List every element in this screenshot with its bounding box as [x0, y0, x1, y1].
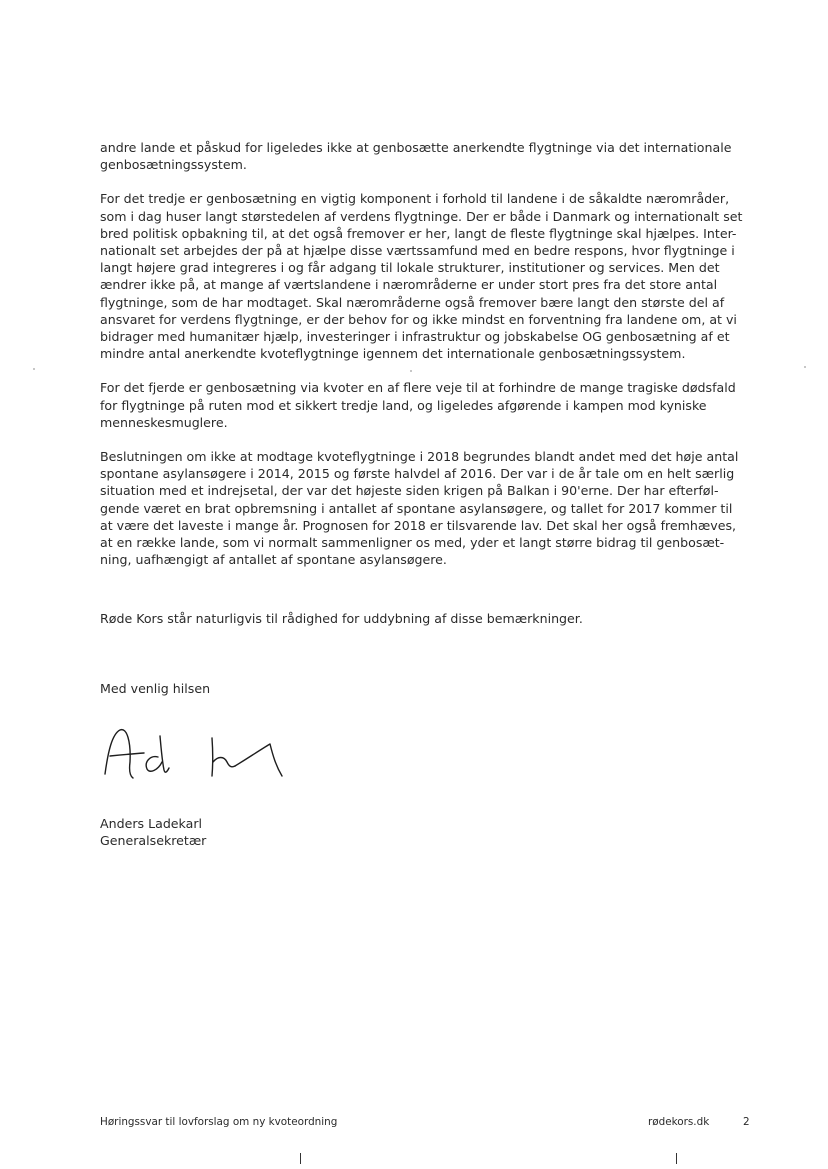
footer-document-title: Høringssvar til lovforslag om ny kvoteordning: [100, 1116, 338, 1128]
text-line: gende været en brat opbremsning i antallet af spontane asylansøgere, og tallet for 2017 kommer til: [100, 500, 733, 516]
paragraph-3: [100, 379, 740, 431]
text-line: ansvaret for verdens flygtninge, er der behov for og ikke mindst en forventning fra landene om, at vi: [100, 311, 737, 327]
text-line: menneskesmuglere.: [100, 414, 228, 430]
signer-name: Anders Ladekarl: [100, 816, 203, 831]
letter-body: [100, 139, 743, 585]
closing-remark: Røde Kors står naturligvis til rådighed for uddybning af disse bemærkninger.: [100, 611, 583, 626]
text-line: at være det laveste i mange år. Prognosen for 2018 er tilsvarende lav. Det skal her også fremhæves,: [100, 517, 737, 533]
scan-speck: [410, 370, 412, 372]
greeting: Med venlig hilsen: [100, 681, 211, 696]
page-number: 2: [743, 1116, 750, 1128]
text-line: ning, uafhængigt af antallet af spontane asylansøgere.: [100, 552, 447, 568]
text-line: situation med et indrejsetal, der var det højeste siden krigen på Balkan i 90'erne. Der har efterføl-: [100, 483, 719, 499]
signer-block: [100, 815, 206, 849]
text-line: flygtninge, som de har modtaget. Skal nærområderne også fremover bære langt den største del af: [100, 294, 725, 310]
text-line: ændrer ikke på, at mange af værtslandene i nærområderne er under stort pres fra det store antal: [100, 277, 718, 293]
text-line: For det tredje er genbosætning en vigtig komponent i forhold til landene i de såkaldte nærområder,: [100, 191, 730, 207]
paragraph-2: [100, 190, 743, 362]
scan-tick-mark: [300, 1153, 301, 1164]
paragraph-4: [100, 448, 740, 568]
scan-speck: [33, 368, 35, 370]
text-line: langt højere grad integreres i og får adgang til lokale strukturer, institutioner og services. Men det: [100, 260, 720, 276]
text-line: bred politisk opbakning til, at det også fremover er her, langt de fleste flygtninge skal hjælpes. Inter-: [100, 225, 737, 241]
text-line: genbosætningssystem.: [100, 157, 247, 173]
text-line: bidrager med humanitær hjælp, investeringer i infrastruktur og jobskabelse OG genbosætning af et: [100, 329, 730, 345]
text-line: andre lande et påskud for ligeledes ikke at genbosætte anerkendte flygtninge via det internationale: [100, 140, 732, 155]
text-line: som i dag huser langt størstedelen af verdens flygtninge. Der er både i Danmark og internationalt set: [100, 208, 743, 224]
text-line: nationalt set arbejdes der på at hjælpe disse værtssamfund med en bedre respons, hvor flygtninge i: [100, 243, 735, 259]
handwritten-signature: [100, 722, 300, 784]
text-line: Beslutningen om ikke at modtage kvoteflygtninge i 2018 begrundes blandt andet med det høje antal: [100, 449, 739, 465]
text-line: for flygtninge på ruten mod et sikkert tredje land, og ligeledes afgørende i kampen mod kyniske: [100, 397, 707, 413]
paragraph-1: [100, 139, 740, 173]
footer-website: rødekors.dk: [648, 1116, 710, 1128]
text-line: at en række lande, som vi normalt sammenligner os med, yder et langt større bidrag til genbosæt-: [100, 535, 725, 551]
text-line: For det fjerde er genbosætning via kvoter en af flere veje til at forhindre de mange tragiske dødsfald: [100, 380, 736, 396]
scan-speck: [804, 366, 806, 368]
scan-tick-mark: [676, 1153, 677, 1164]
signer-title: Generalsekretær: [100, 833, 207, 848]
text-line: mindre antal anerkendte kvoteflygtninge igennem det internationale genbosætningssystem.: [100, 346, 686, 362]
text-line: spontane asylansøgere i 2014, 2015 og første halvdel af 2016. Der var i de år tale om en helt særlig: [100, 466, 735, 482]
